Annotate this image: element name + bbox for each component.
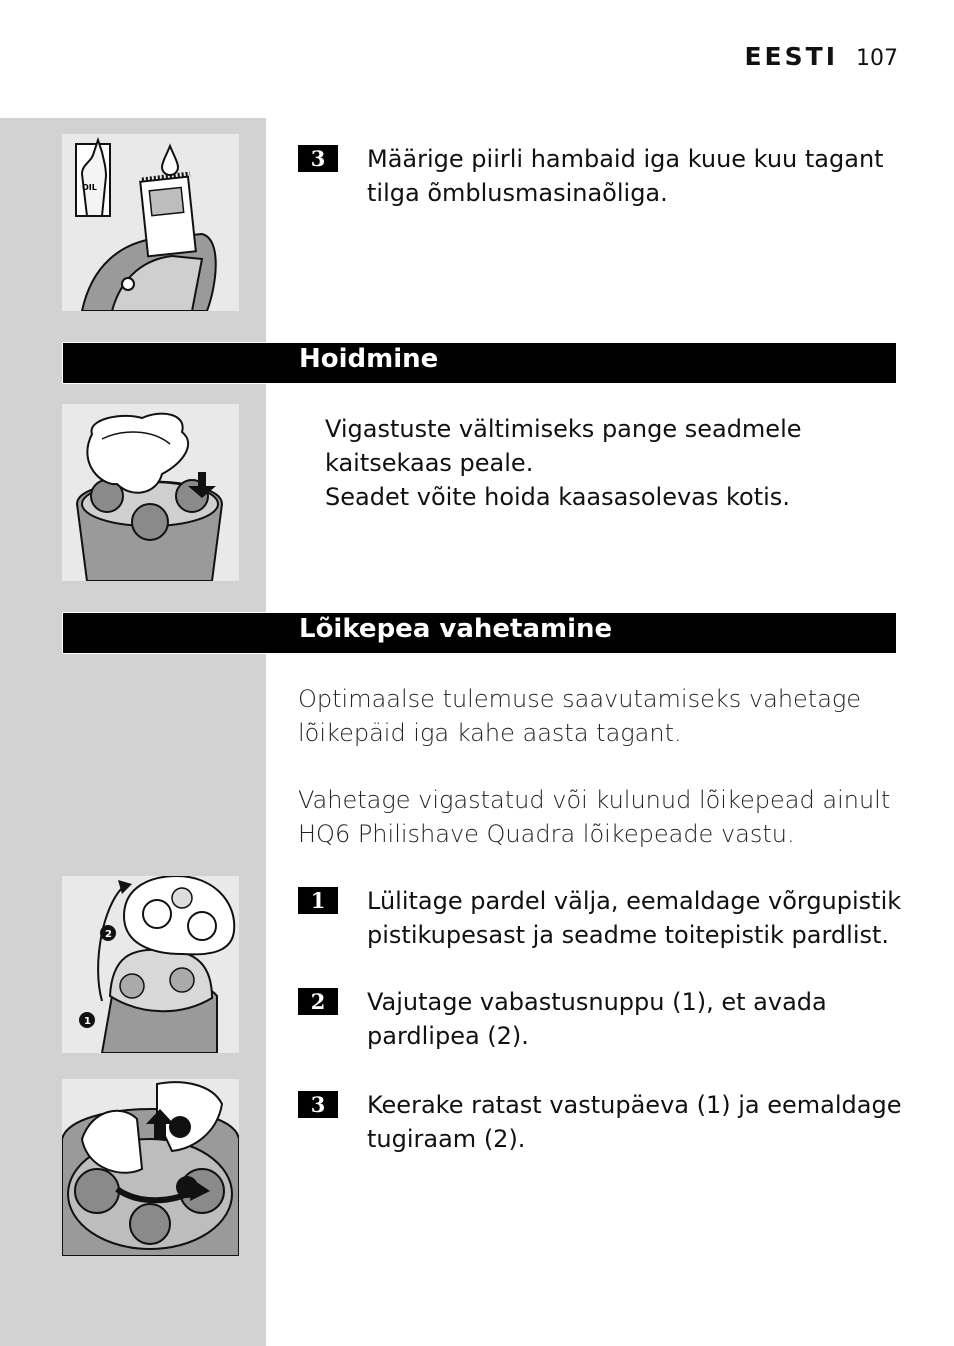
storage-line: Vigastuste vältimiseks pange seadmele (325, 415, 802, 443)
turn-wheel-drawing (62, 1079, 239, 1256)
turn-wheel-illustration (62, 1079, 239, 1256)
step-text: Keerake ratast vastupäeva (1) ja eemaldage tugiraam (2). (367, 1091, 902, 1153)
protection-cap-drawing (62, 404, 239, 581)
marker-2: 2 (105, 929, 112, 940)
step-number-badge: 2 (298, 988, 338, 1015)
protection-cap-illustration (62, 404, 239, 581)
storage-text (325, 412, 925, 514)
storage-line: kaitsekaas peale. (325, 449, 534, 477)
step-number-badge: 3 (298, 1091, 338, 1118)
section-title: Hoidmine (299, 344, 439, 374)
figure-pointer (240, 136, 266, 176)
open-shaver-head-drawing (62, 876, 239, 1053)
page-header (744, 42, 898, 71)
page-number: 107 (856, 46, 898, 71)
language-label: EESTI (744, 42, 838, 71)
oil-trimmer-illustration (62, 134, 239, 311)
section-title: Lõikepea vahetamine (299, 614, 613, 644)
replace-paragraph-2: Vahetage vigastatud või kulunud lõikepead ainult HQ6 Philishave Quadra lõikepeade vastu. (298, 786, 891, 848)
open-shaver-head-illustration (62, 876, 239, 1053)
oil-trimmer-drawing (62, 134, 239, 311)
step-number-badge: 3 (298, 145, 338, 172)
figure-pointer (240, 982, 266, 1022)
step-text: Määrige piirli hambaid iga kuue kuu tagant tilga õmblusmasinaõliga. (367, 145, 884, 207)
storage-line: Seadet võite hoida kaasasolevas kotis. (325, 483, 790, 511)
replace-paragraph-1: Optimaalse tulemuse saavutamiseks vahetage lõikepäid iga kahe aasta tagant. (298, 685, 862, 747)
figure-pointer (240, 406, 266, 446)
step-number-badge: 1 (298, 887, 338, 914)
section-header-storage (62, 342, 897, 384)
step-text: Vajutage vabastusnuppu (1), et avada pardlipea (2). (367, 988, 827, 1050)
figure-pointer (240, 1085, 266, 1125)
oil-label: OIL (82, 183, 97, 192)
step-text: Lülitage pardel välja, eemaldage võrgupistik pistikupesast ja seadme toitepistik pardlist. (367, 887, 902, 949)
section-header-replace-cutting-unit (62, 612, 897, 654)
marker-1: 1 (84, 1016, 91, 1027)
